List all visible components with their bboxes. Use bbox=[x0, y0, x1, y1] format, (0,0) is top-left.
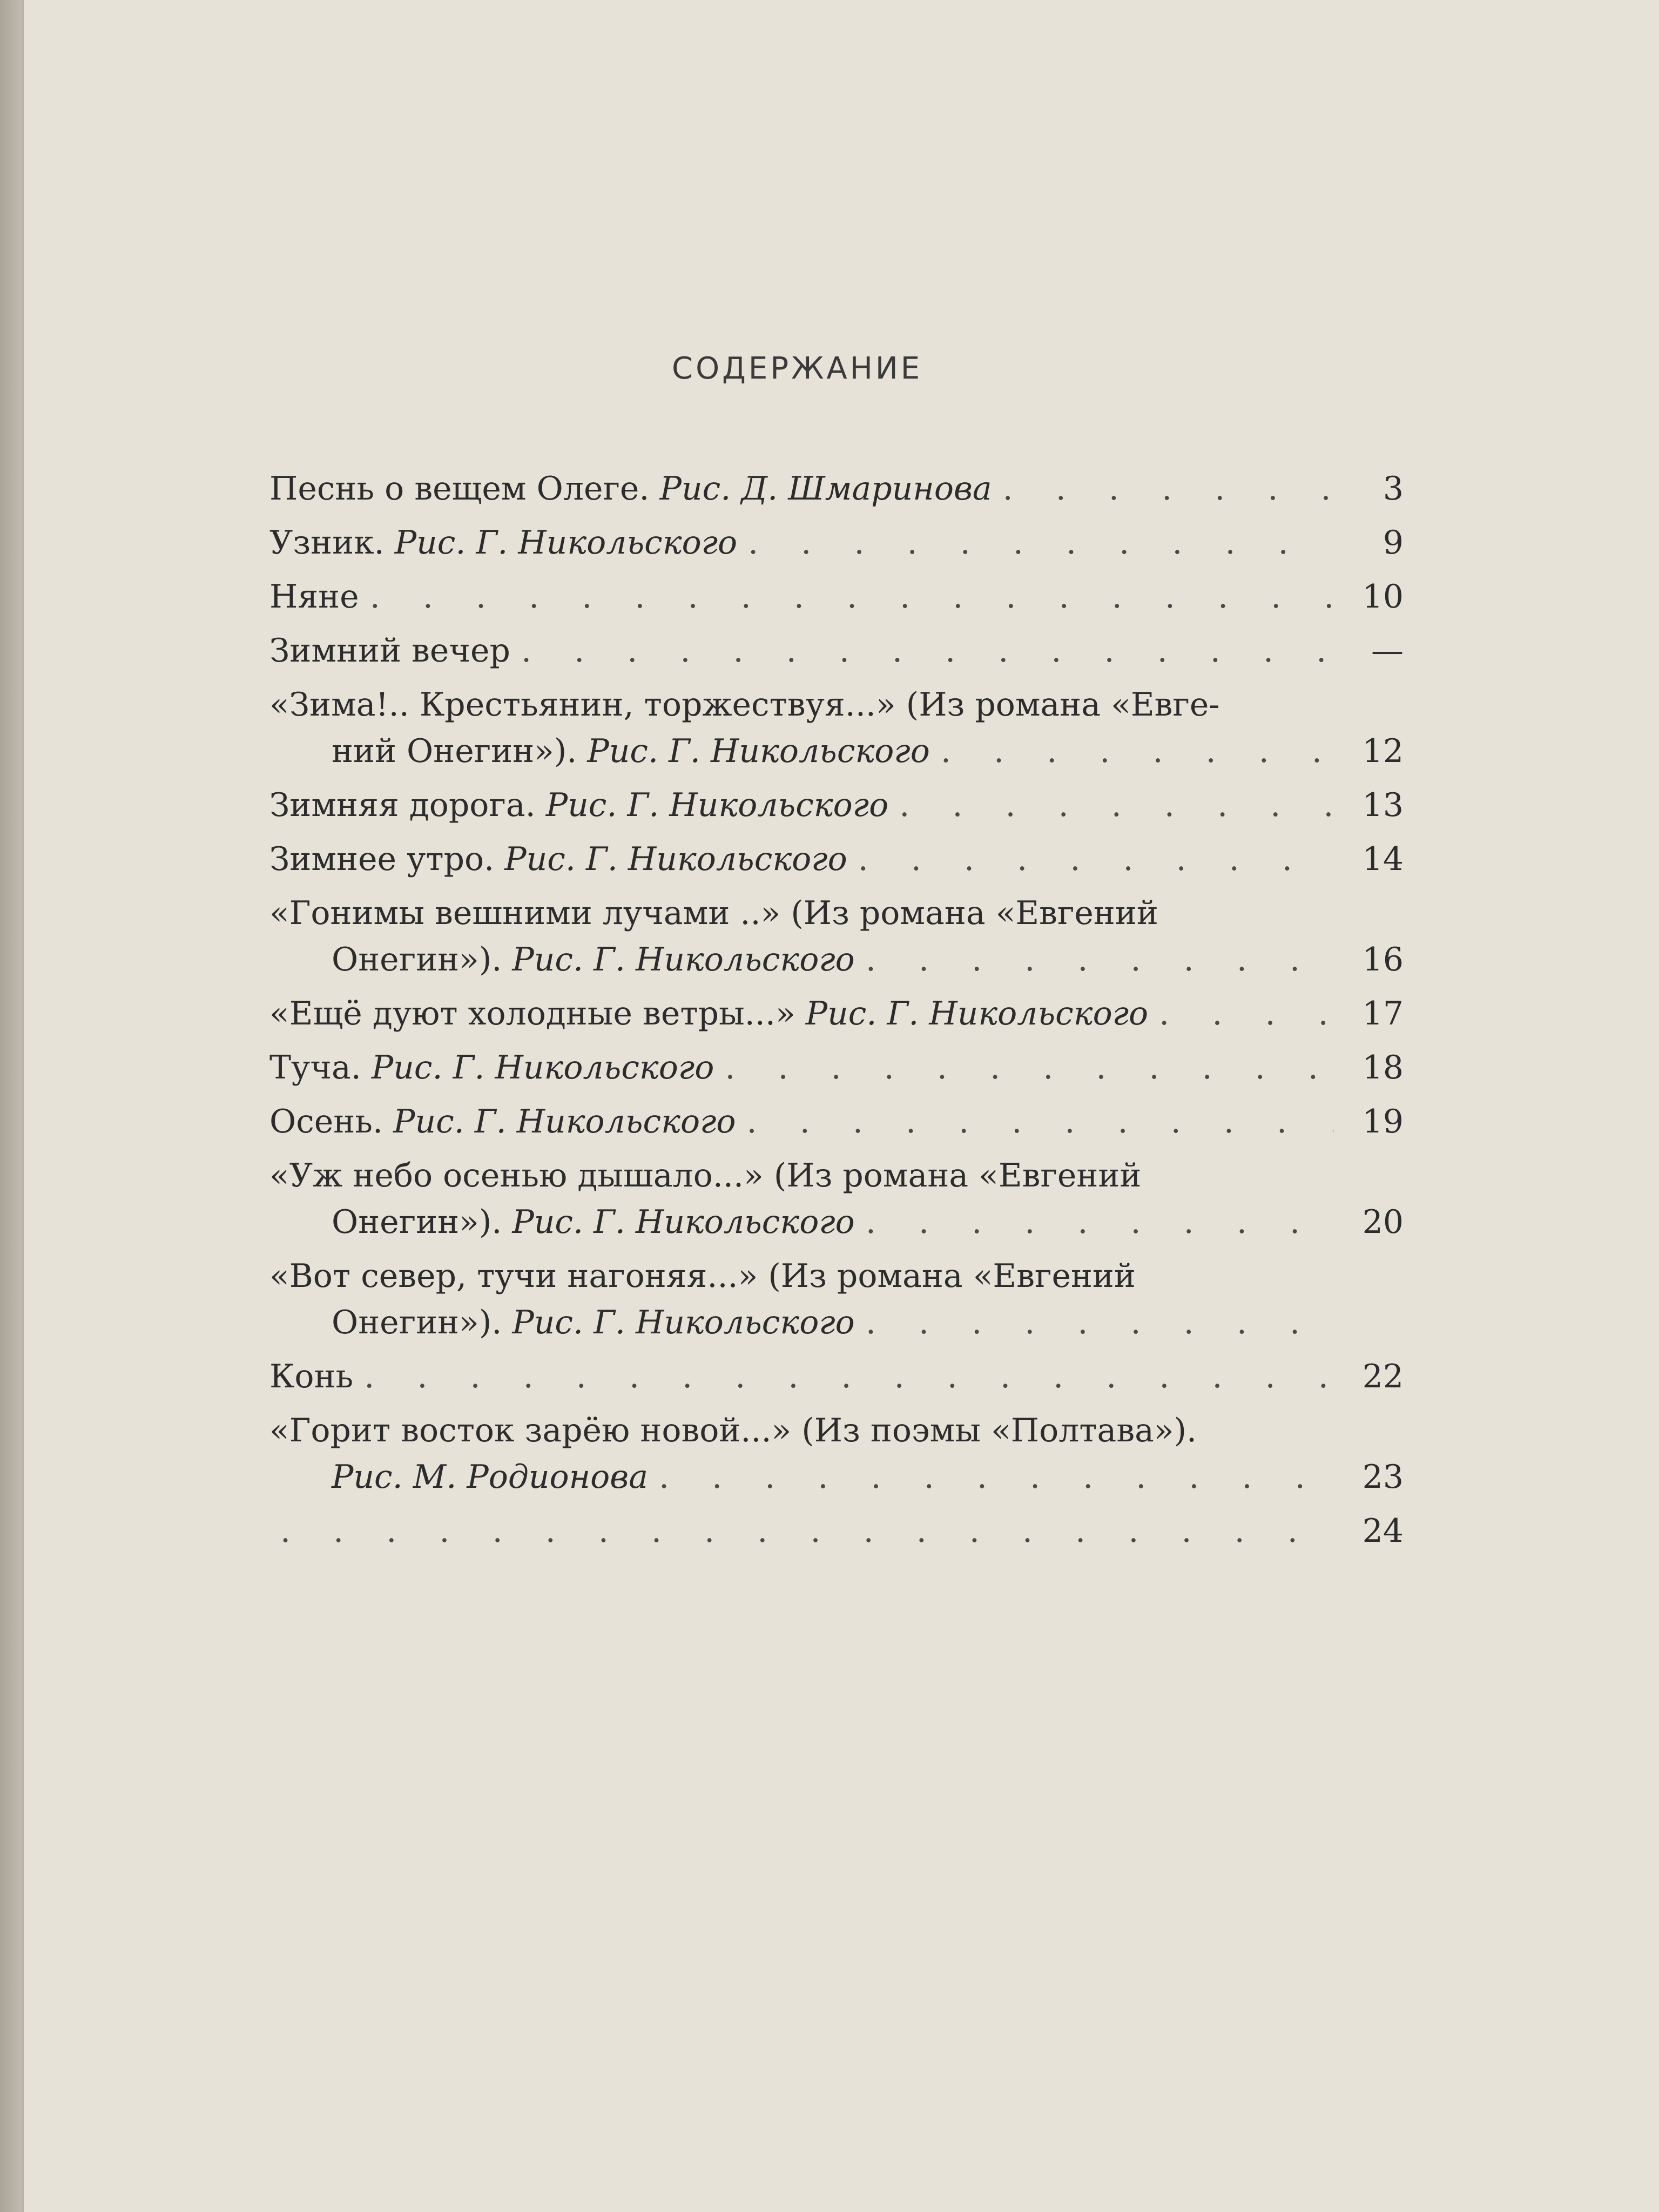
toc-page-number: 24 bbox=[1362, 1512, 1404, 1550]
toc-entry-text: Онегин»). bbox=[332, 1203, 512, 1241]
page-title: СОДЕРЖАНИЕ bbox=[672, 351, 923, 386]
toc-entry bbox=[269, 632, 1404, 678]
toc-entry-line bbox=[269, 1304, 1404, 1350]
toc-page-number: — bbox=[1371, 632, 1404, 670]
dot-leader bbox=[725, 1049, 1333, 1087]
toc-entry bbox=[269, 1412, 1404, 1505]
toc-entry-title bbox=[332, 1458, 648, 1496]
toc-entry-title bbox=[269, 686, 1220, 724]
toc-entry-title bbox=[269, 1257, 1136, 1295]
toc-entry-title bbox=[269, 1103, 736, 1141]
dot-leader bbox=[748, 524, 1333, 562]
toc-entry-title bbox=[269, 1412, 1197, 1449]
toc-entry-text: Онегин»). bbox=[332, 1304, 512, 1341]
toc-entry-text: «Зима!.. Крестьянин, торжествуя...» (Из романа «Евге- bbox=[269, 686, 1220, 724]
dot-leader bbox=[866, 941, 1333, 979]
toc-entry bbox=[269, 786, 1404, 833]
toc-entry bbox=[269, 894, 1404, 987]
dot-leader bbox=[1003, 470, 1333, 508]
toc-entry-illustrator: Рис. Г. Никольского bbox=[504, 840, 847, 878]
toc-entry-title bbox=[269, 632, 510, 670]
toc-entry-illustrator: Рис. М. Родионова bbox=[332, 1458, 648, 1496]
toc-entry-illustrator: Рис. Д. Шмаринова bbox=[659, 470, 992, 508]
toc-entry-line bbox=[269, 632, 1404, 678]
toc-entry-illustrator: Рис. Г. Никольского bbox=[587, 732, 930, 770]
toc-entry-text: ний Онегин»). bbox=[332, 732, 588, 770]
toc-entry bbox=[269, 840, 1404, 887]
toc-entry-illustrator: Рис. Г. Никольского bbox=[512, 941, 855, 979]
dot-leader bbox=[659, 1458, 1333, 1496]
toc-page-number: 17 bbox=[1362, 995, 1404, 1033]
toc-entry-text: «Вот север, тучи нагоняя...» (Из романа «Евгений bbox=[269, 1257, 1136, 1295]
toc-entry-line bbox=[269, 840, 1404, 887]
toc-page-number: 19 bbox=[1362, 1103, 1404, 1141]
toc-entry-title bbox=[332, 1304, 855, 1341]
toc-entry-text: «Уж небо осенью дышало...» (Из романа «Евгений bbox=[269, 1157, 1142, 1195]
toc-entry-illustrator: Рис. Г. Никольского bbox=[371, 1049, 714, 1087]
toc-entry-text: Зимний вечер bbox=[269, 632, 510, 670]
toc-entry bbox=[269, 578, 1404, 624]
toc-entry-line bbox=[269, 1203, 1404, 1250]
toc-entry-title bbox=[269, 470, 992, 508]
dot-leader bbox=[370, 578, 1333, 616]
toc-page-number: 23 bbox=[1362, 1458, 1404, 1496]
toc-entry-illustrator: Рис. Г. Никольского bbox=[512, 1304, 855, 1341]
toc-entry-title bbox=[269, 578, 359, 616]
toc-entry-text: «Ещё дуют холодные ветры...» bbox=[269, 995, 806, 1033]
toc-entry-text: «Гонимы вешними лучами ..» (Из романа «Евгений bbox=[269, 894, 1158, 932]
toc-entry-text: Узник. bbox=[269, 524, 395, 562]
toc-entry bbox=[269, 1358, 1404, 1404]
toc-entry-title bbox=[332, 941, 855, 979]
toc-entry-line bbox=[269, 1157, 1404, 1203]
toc-entry-line bbox=[269, 1412, 1404, 1458]
dot-leader bbox=[747, 1103, 1333, 1141]
toc-entry-text: Туча. bbox=[269, 1049, 372, 1087]
dot-leader bbox=[1159, 995, 1333, 1033]
toc-page-number: 20 bbox=[1362, 1203, 1404, 1241]
toc-entry-line bbox=[269, 1512, 1404, 1559]
toc-entry bbox=[269, 1512, 1404, 1559]
toc-page-number: 13 bbox=[1362, 786, 1404, 824]
toc-entry-title bbox=[269, 1049, 714, 1087]
toc-entry-line bbox=[269, 524, 1404, 570]
toc-entry-title bbox=[269, 1157, 1141, 1195]
toc-entry-line bbox=[269, 732, 1404, 779]
toc-entry-illustrator: Рис. Г. Никольского bbox=[512, 1203, 855, 1241]
toc-entry-text: Няне bbox=[269, 578, 359, 616]
dot-leader bbox=[941, 732, 1333, 770]
toc-entry-line bbox=[269, 1257, 1404, 1304]
toc-entry-text: Онегин»). bbox=[332, 941, 512, 979]
toc-entry-line bbox=[269, 941, 1404, 987]
toc-entry-title bbox=[269, 1358, 353, 1395]
toc-entry-text: Зимняя дорога. bbox=[269, 786, 546, 824]
toc-entry-line bbox=[269, 1103, 1404, 1149]
toc-entry bbox=[269, 1049, 1404, 1095]
table-of-contents bbox=[269, 470, 1404, 1566]
toc-entry bbox=[269, 470, 1404, 516]
toc-entry-line bbox=[269, 470, 1404, 516]
toc-entry-title bbox=[332, 732, 930, 770]
toc-entry-illustrator: Рис. Г. Никольского bbox=[394, 524, 738, 562]
dot-leader bbox=[866, 1203, 1333, 1241]
toc-entry-title bbox=[269, 995, 1148, 1033]
toc-entry-line bbox=[269, 1358, 1404, 1404]
toc-entry-illustrator: Рис. Г. Никольского bbox=[393, 1103, 736, 1141]
toc-entry-line bbox=[269, 1458, 1404, 1505]
dot-leader bbox=[364, 1358, 1333, 1395]
toc-page-number: 10 bbox=[1362, 578, 1404, 616]
toc-entry-title bbox=[269, 524, 737, 562]
toc-entry-line bbox=[269, 686, 1404, 732]
dot-leader bbox=[280, 1512, 1333, 1550]
toc-entry-illustrator: Рис. Г. Никольского bbox=[805, 995, 1149, 1033]
toc-entry-line bbox=[269, 894, 1404, 941]
toc-entry bbox=[269, 1157, 1404, 1250]
toc-page-number: 18 bbox=[1362, 1049, 1404, 1087]
toc-page-number: 12 bbox=[1362, 732, 1404, 770]
dot-leader bbox=[899, 786, 1333, 824]
toc-entry bbox=[269, 995, 1404, 1041]
toc-entry bbox=[269, 524, 1404, 570]
toc-entry-title bbox=[332, 1203, 855, 1241]
toc-page-number: 16 bbox=[1362, 941, 1404, 979]
toc-page-number: 3 bbox=[1382, 470, 1404, 508]
toc-entry bbox=[269, 686, 1404, 779]
toc-entry-title bbox=[269, 840, 847, 878]
toc-entry-line bbox=[269, 786, 1404, 833]
toc-entry-text: Конь bbox=[269, 1358, 354, 1395]
book-page bbox=[22, 0, 1659, 2212]
toc-entry-illustrator: Рис. Г. Никольского bbox=[545, 786, 889, 824]
toc-entry-line bbox=[269, 995, 1404, 1041]
toc-page-number: 14 bbox=[1362, 840, 1404, 878]
dot-leader bbox=[521, 632, 1333, 670]
toc-entry bbox=[269, 1103, 1404, 1149]
toc-page-number: 9 bbox=[1382, 524, 1404, 562]
toc-entry-text: Осень. bbox=[269, 1103, 394, 1141]
toc-entry-text: «Горит восток зарёю новой...» (Из поэмы «Полтава»). bbox=[269, 1412, 1197, 1449]
dot-leader bbox=[858, 840, 1333, 878]
toc-entry-title bbox=[269, 894, 1158, 932]
toc-entry-line bbox=[269, 578, 1404, 624]
dot-leader bbox=[866, 1304, 1333, 1341]
toc-page-number: 22 bbox=[1362, 1358, 1404, 1395]
toc-entry-line bbox=[269, 1049, 1404, 1095]
toc-entry-text: Зимнее утро. bbox=[269, 840, 505, 878]
toc-entry bbox=[269, 1257, 1404, 1350]
toc-entry-title bbox=[269, 786, 888, 824]
toc-entry-text: Песнь о вещем Олеге. bbox=[269, 470, 660, 508]
